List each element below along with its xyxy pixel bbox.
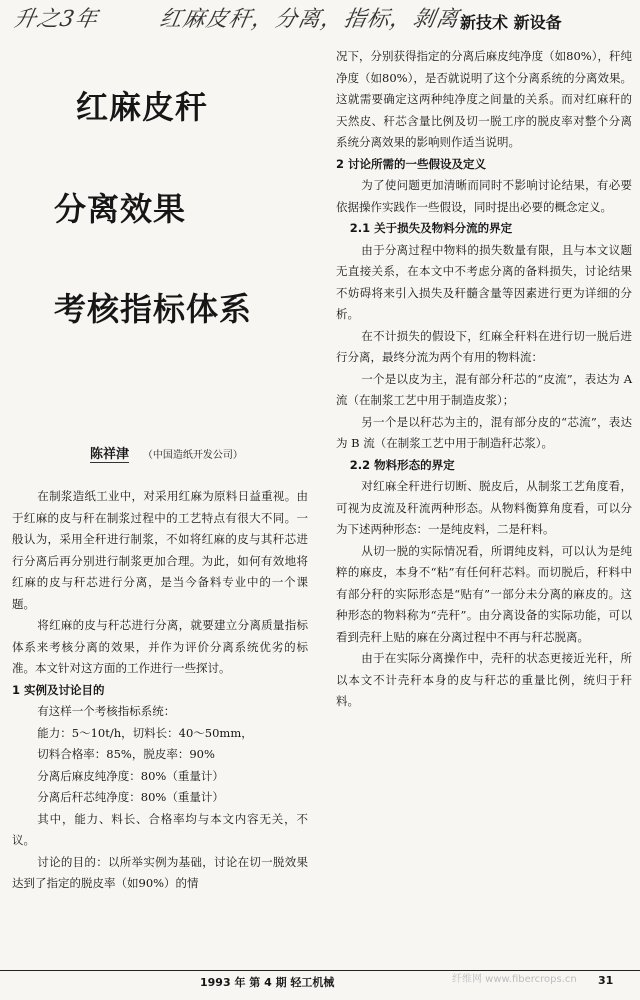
handwritten-note-keywords: 红麻皮秆，分离，指标，剝离 [157,7,462,32]
paragraph: 在制浆造纸工业中，对采用红麻为原料日益重视。由于红麻的皮与秆在制浆过程中的工艺特点有很大不同。一般认为，采用全秆进行制浆，不如将红麻的皮与其秆芯进行分离后再分别进行制浆更加合理。为此，如何有效地将红麻的皮与秆芯进行分离，是当今备料专业中的一个课题。 [12,489,308,611]
paragraph: 况下，分别获得指定的分离后麻皮纯净度（如80%），秆纯净度（如80%），是否就说明了这个分离系统的分离效果。这就需要确定这两种纯净度之间量的关系。而对红麻秆的天然皮、秆芯含量比例及切一脱工序的脱皮率对整个分离系统分离效果的影响则作适当说明。 [336,49,632,149]
left-column [12,486,308,895]
watermark: 纤维网 www.fibercrops.cn [452,974,577,985]
heading-section-2-1: 2.1 关于损失及物料分流的界定 [349,221,513,235]
spec-line: 能力：5～10t/h，切料长：40～50mm， [37,725,253,740]
paragraph: 讨论的目的：以所举实例为基础，讨论在切一脱效果达到了指定的脱皮率（如90%）的情 [12,854,308,890]
paragraph: 由于分离过程中物料的损失数量有限，且与本文议题无直接关系，在本文中不考虑分离的备料损失，讨论结果不妨碍将来引入损失及秆髓含量等因素进行更为详细的分析。 [336,242,632,321]
spec-line: 分离后秆芯纯净度：80%（重量计） [37,790,224,804]
paragraph: 对红麻全秆进行切断、脱皮后，从制浆工艺角度看，可视为皮流及秆流两种形态。从物料衡算角度看，可以分为下述两种形态：一是纯皮料，二是秆料。 [336,479,632,536]
article-title-line-2: 分离效果 [54,190,187,228]
paragraph: 在不计损失的假设下，红麻全秆料在进行切一脱后进行分离，最终分流为两个有用的物料流： [336,328,632,364]
article-title-line-3: 考核指标体系 [54,290,253,328]
section-heading: 新技术 新设备 [460,13,562,32]
right-column [336,46,632,713]
heading-section-2-2: 2.2 物料形态的界定 [349,457,455,472]
paragraph: 另一个是以秆芯为主的，混有部分皮的“芯流”，表达为 B 流（在制浆工艺中用于制造秆芯浆）。 [336,414,632,450]
page-number: 31 [598,974,614,987]
paragraph: 为了使问题更加清晰而同时不影响讨论结果，有必要依据操作实践作一些假设，同时提出必要的概念定义。 [336,178,632,214]
author-name: 陈祥津 [90,447,130,462]
author-line [90,443,320,462]
heading-section-1: 1 实例及讨论目的 [12,682,105,697]
spec-line: 切料合格率：85%，脱皮率：90% [37,747,215,761]
paragraph: 一个是以皮为主，混有部分秆芯的“皮流”，表达为 A 流（在制浆工艺中用于制造皮浆）； [336,371,632,407]
paragraph: 有这样一个考核指标系统： [37,704,176,718]
paragraph: 由于在实际分离操作中，壳秆的状态更接近光秆，所以本文不计壳秆本身的皮与秆芯的重量比例，统归于秆料。 [336,651,632,708]
journal-issue: 1993 年 第 4 期 轻工机械 [200,976,335,989]
spec-line: 分离后麻皮纯净度：80%（重量计） [37,768,224,783]
handwritten-note-left: 升之3年 [11,7,101,32]
article-title-line-1: 红麻皮秆 [76,88,209,126]
author-affiliation: （中国造纸开发公司） [142,450,243,461]
paragraph: 从切一脱的实际情况看，所谓纯皮料，可以认为是纯粹的麻皮，本身不“粘”有任何秆芯料。而切脱后，秆料中有部分秆的实际形态是“贴有”一部分未分离的麻皮的。这种形态的物料称为“壳秆”。由分离设备的实际功能，可以看到壳秆上贴的麻在分离过程中不再与秆芯脱离。 [336,543,632,644]
heading-section-2: 2 讨论所需的一些假设及定义 [336,156,487,171]
paragraph: 将红麻的皮与秆芯进行分离，就要建立分离质量指标体系来考核分离的效果，并作为评价分离系统优劣的标准。本文针对这方面的工作进行一些探讨。 [12,618,308,675]
paragraph: 其中，能力、料长、合格率均与本文内容无关，不议。 [12,811,308,847]
